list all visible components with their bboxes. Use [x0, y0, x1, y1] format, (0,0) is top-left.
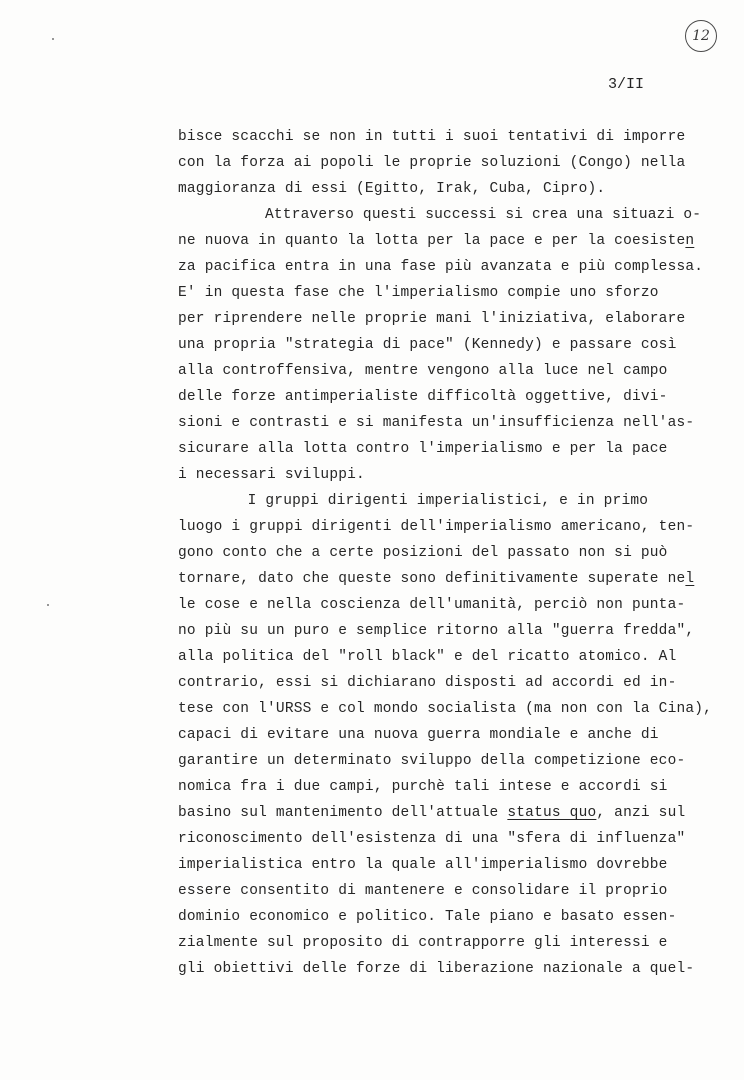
line-text: una propria "strategia di pace" (Kennedy) e passare così [178, 337, 677, 353]
line-text: sioni e contrasti e si manifesta un'insufficienza nell'as- [178, 415, 695, 431]
paper-speck [52, 38, 54, 40]
text-line [178, 332, 718, 358]
text-line [178, 202, 718, 228]
text-line [178, 462, 718, 488]
text-line [178, 254, 718, 280]
text-line [178, 150, 718, 176]
line-text: con la forza ai popoli le proprie soluzioni (Congo) nella [178, 155, 686, 171]
line-text: ne nuova in quanto la lotta per la pace e per la coesiste [178, 233, 686, 249]
underlined-text: status quo [507, 805, 597, 821]
text-line [178, 228, 718, 254]
line-text: I gruppi dirigenti imperialistici, e in primo [247, 493, 649, 509]
text-line [178, 410, 718, 436]
line-text: delle forze antimperialiste difficoltà oggettive, divi- [178, 389, 668, 405]
line-text: le cose e nella coscienza dell'umanità, perciò non punta- [178, 597, 686, 613]
paper-speck [47, 604, 49, 606]
line-text: Attraverso questi successi si crea una situazi o- [265, 207, 702, 223]
line-text: alla politica del "roll black" e del ricatto atomico. Al [178, 649, 677, 665]
text-line [178, 670, 718, 696]
line-text: gli obiettivi delle forze di liberazione nazionale a quel- [178, 961, 695, 977]
underlined-text: l [685, 571, 695, 587]
line-text: , anzi sul [596, 805, 686, 821]
underlined-text: n [685, 233, 695, 249]
text-line [178, 280, 718, 306]
line-text: za pacifica entra in una fase più avanzata e più complessa. [178, 259, 704, 275]
text-line [178, 696, 718, 722]
line-text: tornare, dato che queste sono definitivamente superate ne [178, 571, 686, 587]
text-line [178, 878, 718, 904]
text-line [178, 956, 718, 982]
line-text: luogo i gruppi dirigenti dell'imperialismo americano, ten- [178, 519, 695, 535]
line-text: alla controffensiva, mentre vengono alla luce nel campo [178, 363, 668, 379]
text-line [178, 514, 718, 540]
text-line [178, 930, 718, 956]
line-text: tese con l'URSS e col mondo socialista (ma non con la Cina), [178, 701, 713, 717]
line-text: imperialistica entro la quale all'imperialismo dovrebbe [178, 857, 668, 873]
line-text: dominio economico e politico. Tale piano e basato essen- [178, 909, 677, 925]
text-line [178, 852, 718, 878]
text-line [178, 124, 718, 150]
line-text: garantire un determinato sviluppo della competizione eco- [178, 753, 686, 769]
text-line [178, 540, 718, 566]
line-text: maggioranza di essi (Egitto, Irak, Cuba, Cipro). [178, 181, 606, 197]
text-line [178, 358, 718, 384]
stamp-number: 12 [692, 28, 710, 44]
line-text: per riprendere nelle proprie mani l'iniziativa, elaborare [178, 311, 686, 327]
text-line [178, 774, 718, 800]
line-text: essere consentito di mantenere e consolidare il proprio [178, 883, 668, 899]
text-line [178, 176, 718, 202]
text-line [178, 592, 718, 618]
archive-page-stamp [685, 20, 717, 52]
text-line [178, 800, 718, 826]
text-line [178, 644, 718, 670]
text-line [178, 826, 718, 852]
text-line [178, 488, 718, 514]
text-line [178, 436, 718, 462]
line-text: contrario, essi si dichiarano disposti ad accordi ed in- [178, 675, 677, 691]
typewritten-body [178, 124, 718, 982]
text-line [178, 618, 718, 644]
line-text: basino sul mantenimento dell'attuale [178, 805, 508, 821]
line-text: sicurare alla lotta contro l'imperialismo e per la pace [178, 441, 668, 457]
line-text: bisce scacchi se non in tutti i suoi tentativi di imporre [178, 129, 686, 145]
line-text: capaci di evitare una nuova guerra mondiale e anche di [178, 727, 659, 743]
line-text: riconoscimento dell'esistenza di una "sfera di influenza" [178, 831, 686, 847]
text-line [178, 722, 718, 748]
page-number: 3/II [608, 76, 645, 93]
text-line [178, 748, 718, 774]
text-line [178, 384, 718, 410]
line-text: gono conto che a certe posizioni del passato non si può [178, 545, 668, 561]
line-text: E' in questa fase che l'imperialismo compie uno sforzo [178, 285, 659, 301]
line-text: nomica fra i due campi, purchè tali intese e accordi si [178, 779, 668, 795]
line-text: zialmente sul proposito di contrapporre gli interessi e [178, 935, 668, 951]
text-line [178, 566, 718, 592]
text-line [178, 904, 718, 930]
line-text: i necessari sviluppi. [178, 467, 365, 483]
line-text: no più su un puro e semplice ritorno alla "guerra fredda", [178, 623, 695, 639]
text-line [178, 306, 718, 332]
